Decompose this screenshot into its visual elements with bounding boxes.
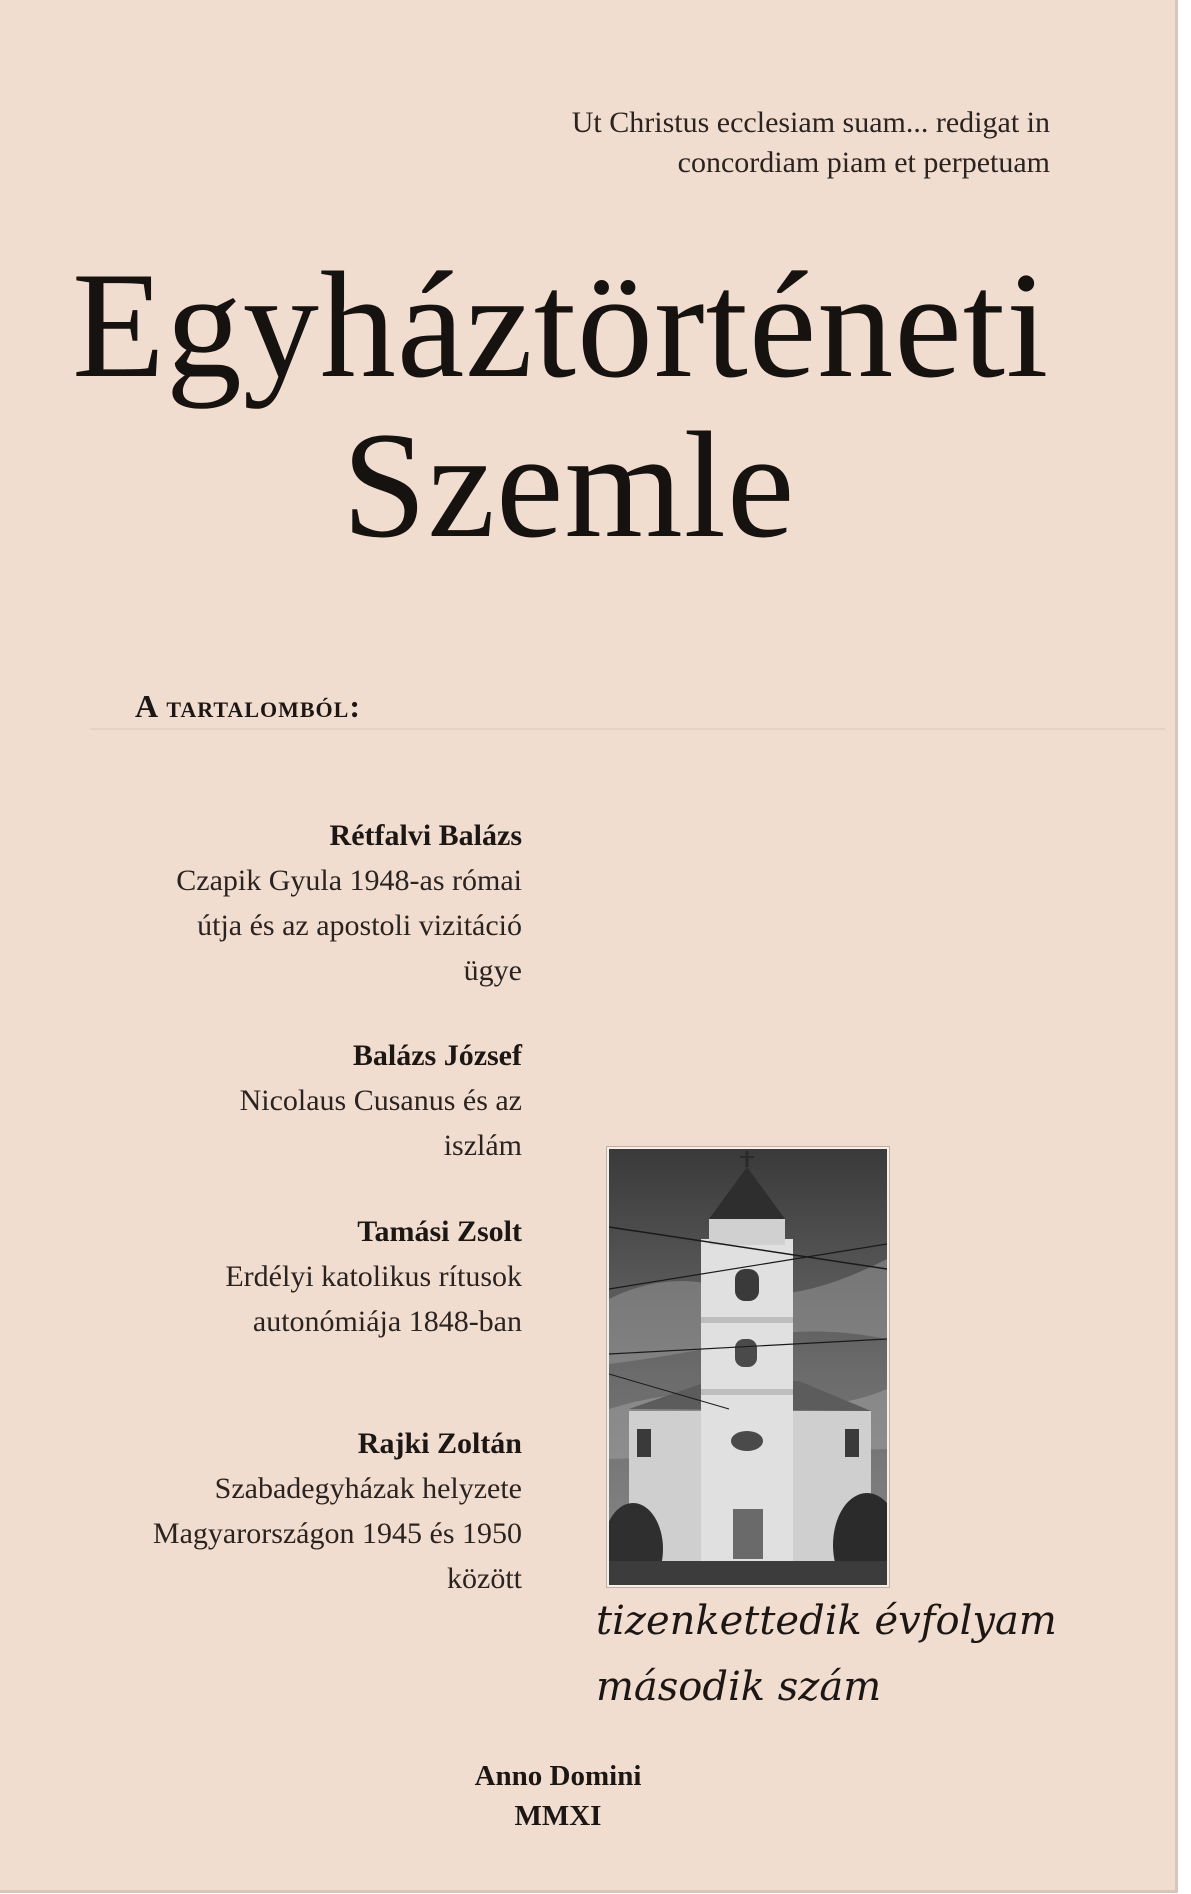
- issue-number-label: második szám: [596, 1664, 882, 1710]
- article-title-line: iszlám: [443, 1129, 522, 1162]
- article-4: [2, 1421, 522, 1601]
- article-title-line: Nicolaus Cusanus és az: [239, 1084, 522, 1117]
- anno-domini-label: Anno Domini: [474, 1760, 642, 1792]
- issue-info: [596, 1588, 1057, 1720]
- motto-line-2: concordiam piam et perpetuam: [677, 146, 1050, 179]
- church-photo: [607, 1147, 889, 1587]
- article-3: [2, 1209, 522, 1344]
- contents-heading: A tartalomból:: [135, 688, 361, 724]
- volume-label: tizenkettedik évfolyam: [596, 1598, 1057, 1644]
- article-title-line: Magyarországon 1945 és 1950: [152, 1517, 522, 1550]
- year-roman: MMXI: [514, 1800, 602, 1832]
- article-2: [2, 1033, 522, 1168]
- article-title-line: autonómiája 1848-ban: [252, 1305, 522, 1338]
- article-author: Balázs József: [352, 1039, 522, 1072]
- motto-line-1: Ut Christus ecclesiam suam... redigat in: [571, 106, 1050, 139]
- journal-title: [72, 241, 1050, 569]
- publication-year: [358, 1756, 758, 1836]
- article-title-line: ügye: [463, 954, 522, 987]
- title-line-2: Szemle: [342, 401, 796, 569]
- article-title-line: Czapik Gyula 1948-as római: [176, 864, 522, 897]
- title-line-1: Egyháztörténeti: [72, 241, 1050, 409]
- article-author: Tamási Zsolt: [357, 1215, 522, 1248]
- article-author: Rétfalvi Balázs: [329, 819, 522, 852]
- article-title-line: Erdélyi katolikus rítusok: [225, 1260, 522, 1293]
- article-title-line: között: [447, 1562, 522, 1595]
- article-1: [2, 813, 522, 993]
- latin-motto: [410, 103, 1050, 183]
- fold-line: [90, 728, 1165, 730]
- article-title-line: Szabadegyházak helyzete: [214, 1472, 522, 1505]
- article-title-line: útja és az apostoli vizitáció: [197, 909, 522, 942]
- article-author: Rajki Zoltán: [357, 1427, 522, 1460]
